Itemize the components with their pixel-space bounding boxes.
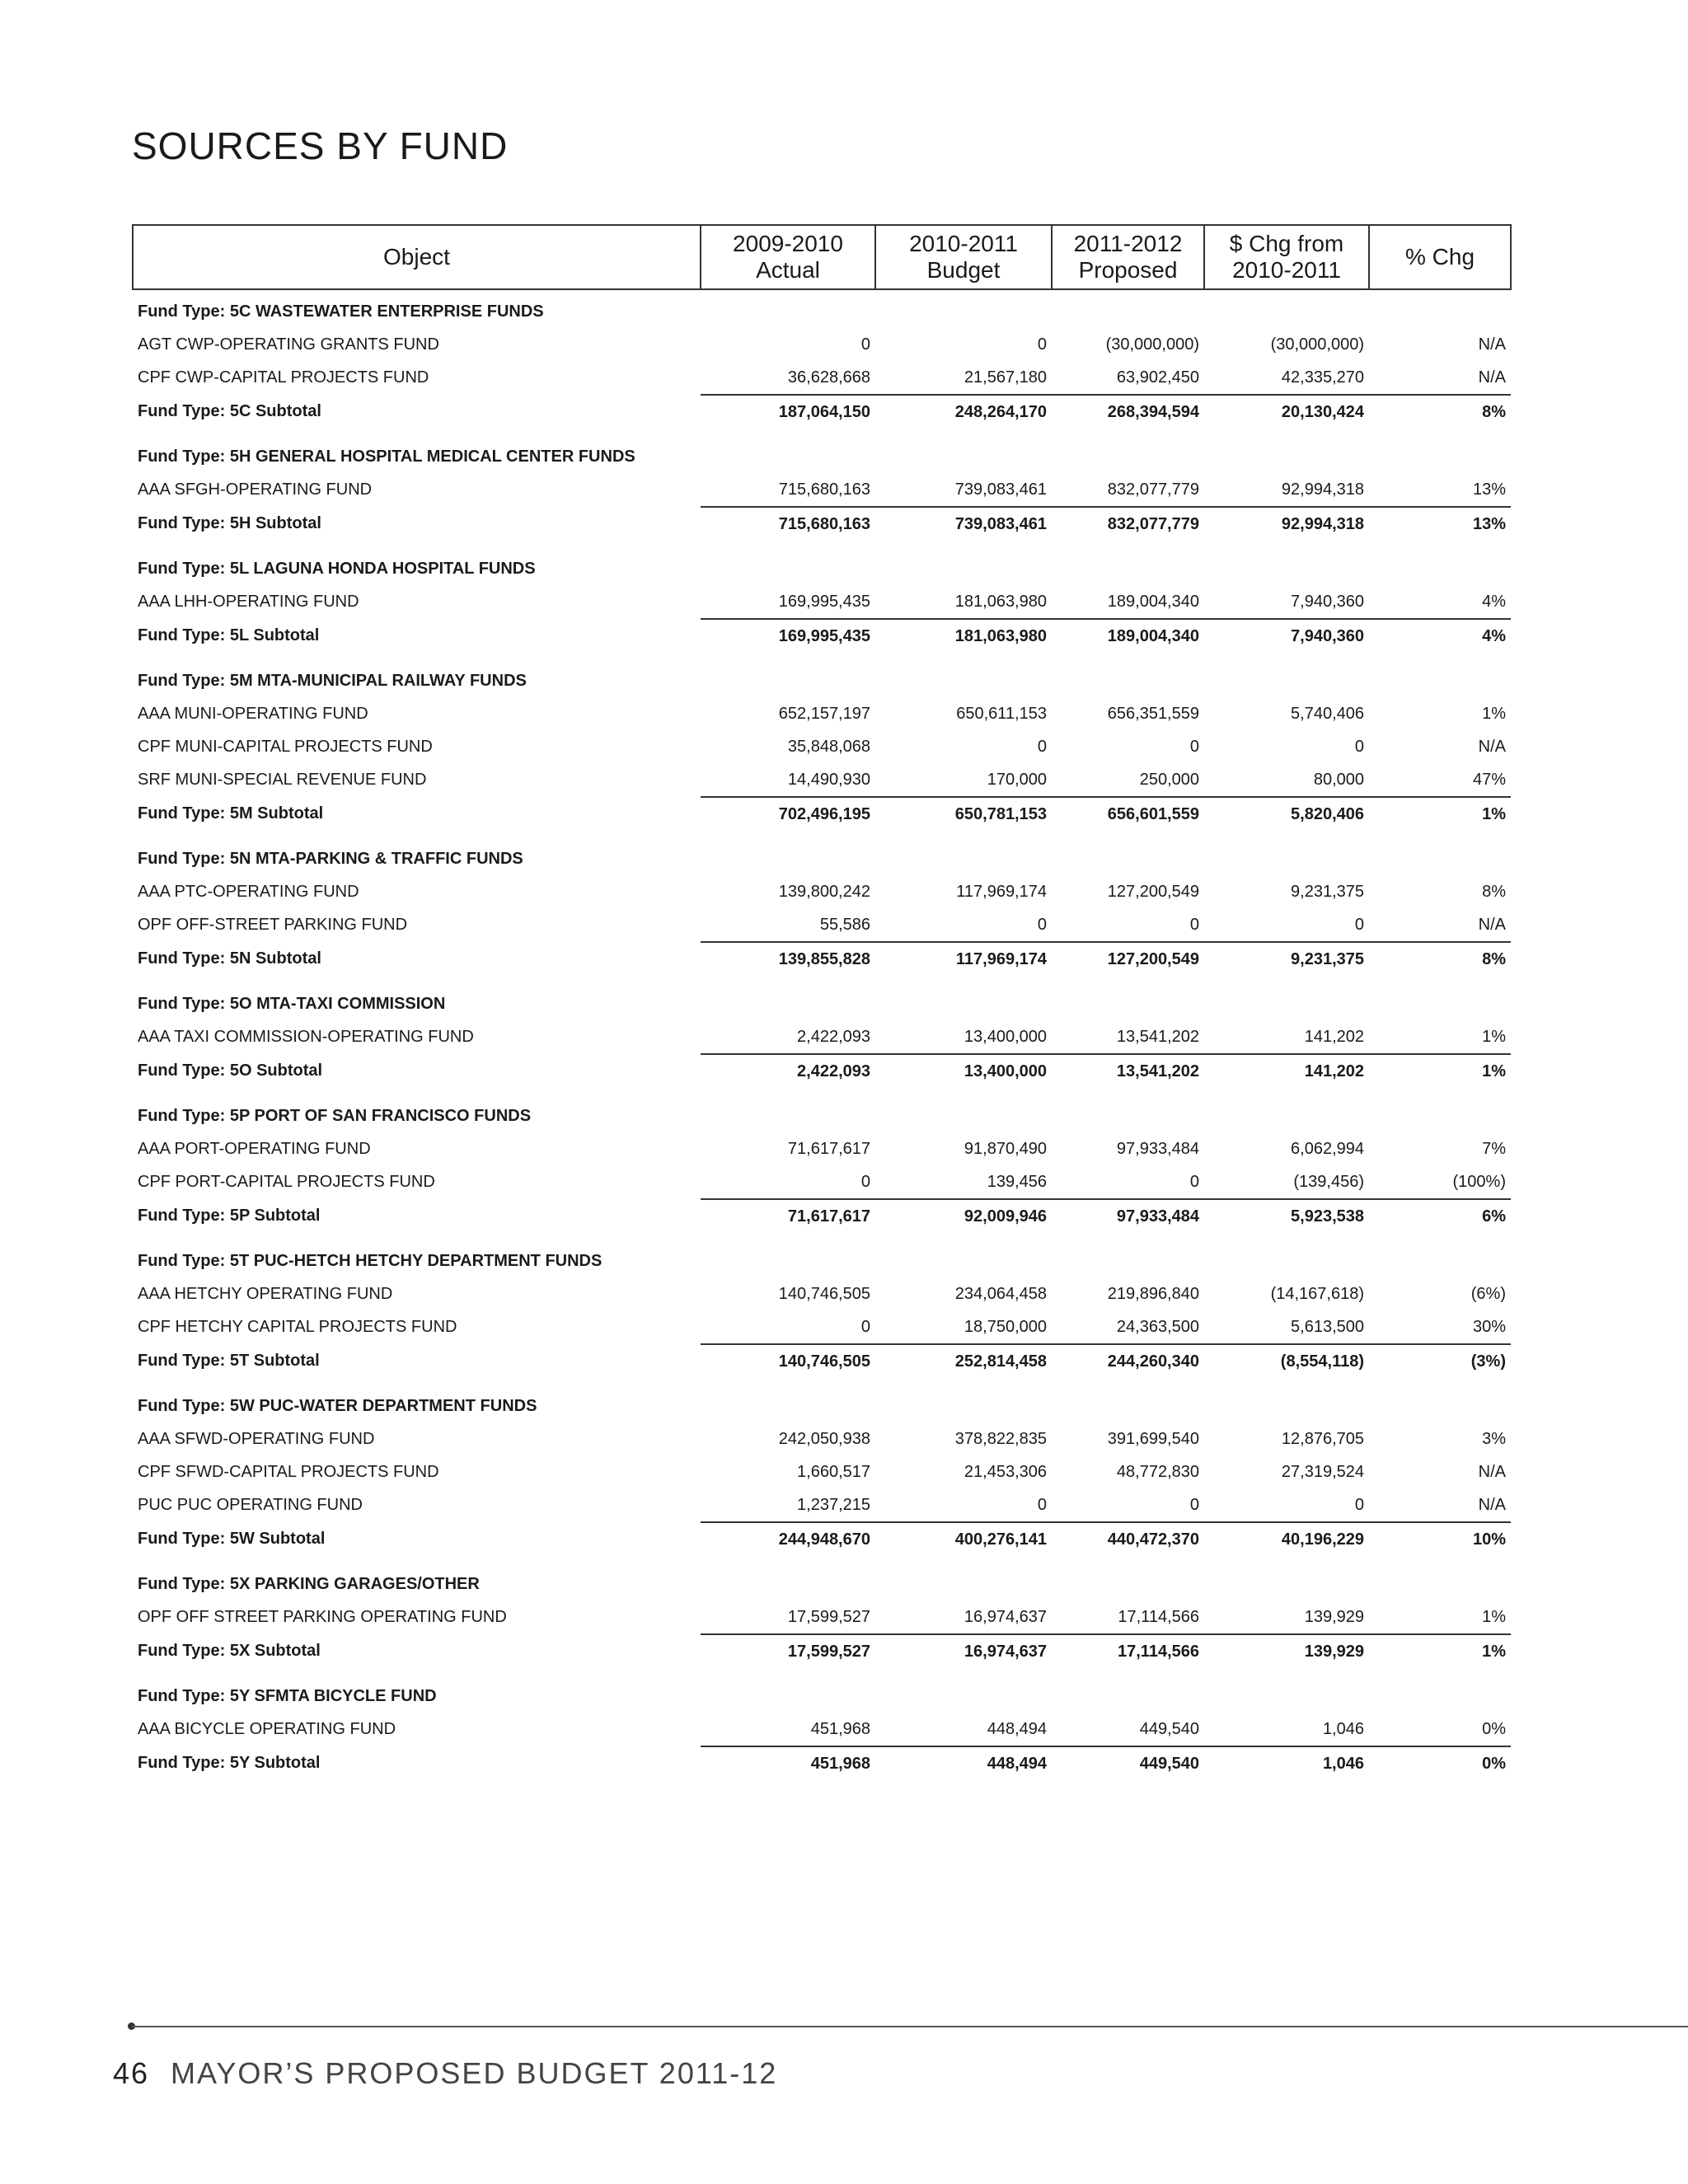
cell-dollar-change: 0 <box>1354 737 1364 756</box>
cell-actual-2009-2010: 0 <box>860 1172 870 1191</box>
subtotal-row <box>133 942 1511 976</box>
cell-object: AAA PTC-OPERATING FUND <box>138 882 359 901</box>
page-footer <box>113 2056 777 2091</box>
subtotal-dollar-change: 92,994,318 <box>1204 507 1369 541</box>
table-row <box>133 1132 1511 1165</box>
fund-type-header: Fund Type: 5N MTA-PARKING & TRAFFIC FUNDS <box>138 849 523 868</box>
cell-actual-2009-2010: 55,586 <box>819 915 870 934</box>
subtotal-row <box>133 1522 1511 1556</box>
cell-budget-2010-2011: 21,453,306 <box>964 1462 1047 1481</box>
subtotal-percent-change: 4% <box>1369 619 1511 653</box>
table-row <box>133 697 1511 730</box>
subtotal-actual-2009-2010: 451,968 <box>701 1746 875 1780</box>
fund-type-header: Fund Type: 5L LAGUNA HONDA HOSPITAL FUNDS <box>138 559 536 578</box>
cell-actual-2009-2010: 140,746,505 <box>778 1284 870 1303</box>
subtotal-actual-2009-2010: 702,496,195 <box>701 797 875 831</box>
cell-actual-2009-2010: 715,680,163 <box>778 480 870 499</box>
subtotal-budget-2010-2011: 739,083,461 <box>875 507 1052 541</box>
subtotal-budget-2010-2011: 252,814,458 <box>875 1344 1052 1378</box>
cell-actual-2009-2010: 169,995,435 <box>778 592 870 611</box>
cell-percent-change: N/A <box>1478 1495 1506 1514</box>
cell-object: AGT CWP-OPERATING GRANTS FUND <box>138 335 439 354</box>
subtotal-actual-2009-2010: 2,422,093 <box>701 1054 875 1088</box>
cell-actual-2009-2010: 71,617,617 <box>787 1139 870 1158</box>
subtotal-proposed-2011-2012: 244,260,340 <box>1052 1344 1204 1378</box>
cell-percent-change: N/A <box>1478 1462 1506 1481</box>
subtotal-object: Fund Type: 5P Subtotal <box>138 1207 321 1225</box>
subtotal-budget-2010-2011: 13,400,000 <box>875 1054 1052 1088</box>
cell-dollar-change: 80,000 <box>1313 770 1364 789</box>
subtotal-actual-2009-2010: 140,746,505 <box>701 1344 875 1378</box>
table-row <box>133 875 1511 908</box>
subtotal-percent-change: 1% <box>1369 1634 1511 1668</box>
cell-actual-2009-2010: 0 <box>860 335 870 354</box>
cell-proposed-2011-2012: 391,699,540 <box>1107 1429 1199 1448</box>
cell-proposed-2011-2012: 656,351,559 <box>1107 704 1199 723</box>
fund-type-header-row <box>133 541 1511 585</box>
subtotal-dollar-change: 5,820,406 <box>1204 797 1369 831</box>
subtotal-object: Fund Type: 5H Subtotal <box>138 514 321 532</box>
header-object: Object <box>133 225 701 289</box>
fund-type-header: Fund Type: 5T PUC-HETCH HETCHY DEPARTMENT FUNDS <box>138 1251 603 1270</box>
subtotal-dollar-change: 139,929 <box>1204 1634 1369 1668</box>
cell-dollar-change: 12,876,705 <box>1281 1429 1364 1448</box>
cell-actual-2009-2010: 17,599,527 <box>787 1607 870 1626</box>
cell-budget-2010-2011: 739,083,461 <box>954 480 1047 499</box>
fund-type-header: Fund Type: 5W PUC-WATER DEPARTMENT FUNDS <box>138 1396 537 1415</box>
cell-dollar-change: 92,994,318 <box>1281 480 1364 499</box>
subtotal-dollar-change: 1,046 <box>1204 1746 1369 1780</box>
table-row <box>133 1277 1511 1310</box>
subtotal-row <box>133 1746 1511 1780</box>
cell-object: CPF MUNI-CAPITAL PROJECTS FUND <box>138 737 433 756</box>
subtotal-dollar-change: 20,130,424 <box>1204 395 1369 429</box>
fund-type-header-row <box>133 289 1511 328</box>
subtotal-object: Fund Type: 5N Subtotal <box>138 949 321 968</box>
subtotal-actual-2009-2010: 139,855,828 <box>701 942 875 976</box>
subtotal-budget-2010-2011: 248,264,170 <box>875 395 1052 429</box>
table-row <box>133 1601 1511 1634</box>
cell-percent-change: 4% <box>1482 592 1506 611</box>
cell-dollar-change: (14,167,618) <box>1270 1284 1364 1303</box>
fund-type-header: Fund Type: 5C WASTEWATER ENTERPRISE FUNDS <box>138 302 544 321</box>
subtotal-proposed-2011-2012: 13,541,202 <box>1052 1054 1204 1088</box>
cell-budget-2010-2011: 139,456 <box>987 1172 1047 1191</box>
subtotal-dollar-change: 40,196,229 <box>1204 1522 1369 1556</box>
cell-percent-change: 30% <box>1472 1317 1506 1336</box>
fund-type-header-row <box>133 1668 1511 1713</box>
subtotal-object: Fund Type: 5Y Subtotal <box>138 1754 321 1772</box>
cell-actual-2009-2010: 1,237,215 <box>797 1495 870 1514</box>
cell-percent-change: N/A <box>1478 368 1506 387</box>
cell-percent-change: 13% <box>1472 480 1506 499</box>
cell-budget-2010-2011: 21,567,180 <box>964 368 1047 387</box>
cell-proposed-2011-2012: 0 <box>1189 1495 1199 1514</box>
table-row <box>133 1310 1511 1344</box>
cell-percent-change: 1% <box>1482 1607 1506 1626</box>
cell-proposed-2011-2012: 0 <box>1189 1172 1199 1191</box>
footer-divider <box>132 2026 1688 2027</box>
table-body <box>133 289 1511 1780</box>
subtotal-proposed-2011-2012: 97,933,484 <box>1052 1199 1204 1233</box>
cell-proposed-2011-2012: 0 <box>1189 915 1199 934</box>
cell-percent-change: 47% <box>1472 770 1506 789</box>
subtotal-actual-2009-2010: 715,680,163 <box>701 507 875 541</box>
subtotal-dollar-change: 9,231,375 <box>1204 942 1369 976</box>
table-row <box>133 908 1511 942</box>
cell-object: CPF CWP-CAPITAL PROJECTS FUND <box>138 368 429 387</box>
subtotal-row <box>133 507 1511 541</box>
fund-type-header-row <box>133 1088 1511 1132</box>
cell-object: AAA PORT-OPERATING FUND <box>138 1139 371 1158</box>
cell-dollar-change: (30,000,000) <box>1270 335 1364 354</box>
cell-object: AAA TAXI COMMISSION-OPERATING FUND <box>138 1028 474 1046</box>
cell-proposed-2011-2012: 0 <box>1189 737 1199 756</box>
cell-proposed-2011-2012: 13,541,202 <box>1116 1027 1199 1046</box>
table-row <box>133 763 1511 797</box>
cell-actual-2009-2010: 1,660,517 <box>797 1462 870 1481</box>
subtotal-budget-2010-2011: 16,974,637 <box>875 1634 1052 1668</box>
fund-type-header-row <box>133 831 1511 875</box>
subtotal-dollar-change: (8,554,118) <box>1204 1344 1369 1378</box>
cell-dollar-change: 139,929 <box>1304 1607 1364 1626</box>
subtotal-actual-2009-2010: 169,995,435 <box>701 619 875 653</box>
cell-proposed-2011-2012: 17,114,566 <box>1118 1607 1199 1626</box>
sources-by-fund-table <box>132 224 1512 1780</box>
fund-type-header-row <box>133 653 1511 697</box>
table-row <box>133 1455 1511 1488</box>
subtotal-object: Fund Type: 5X Subtotal <box>138 1642 321 1660</box>
cell-percent-change: 3% <box>1482 1429 1506 1448</box>
cell-budget-2010-2011: 378,822,835 <box>954 1429 1047 1448</box>
subtotal-row <box>133 619 1511 653</box>
subtotal-row <box>133 1054 1511 1088</box>
subtotal-dollar-change: 5,923,538 <box>1204 1199 1369 1233</box>
subtotal-row <box>133 395 1511 429</box>
cell-percent-change: 0% <box>1482 1719 1506 1738</box>
cell-proposed-2011-2012: 127,200,549 <box>1107 882 1199 901</box>
cell-dollar-change: 9,231,375 <box>1291 882 1364 901</box>
cell-percent-change: 8% <box>1482 882 1506 901</box>
cell-dollar-change: 1,046 <box>1322 1719 1364 1738</box>
sources-by-fund-table-container <box>132 224 1510 1780</box>
cell-actual-2009-2010: 2,422,093 <box>797 1027 870 1046</box>
publication-title: MAYOR’S PROPOSED BUDGET 2011-12 <box>171 2056 778 2090</box>
cell-dollar-change: 0 <box>1354 915 1364 934</box>
subtotal-budget-2010-2011: 181,063,980 <box>875 619 1052 653</box>
cell-dollar-change: 5,740,406 <box>1291 704 1364 723</box>
subtotal-row <box>133 1634 1511 1668</box>
table-row <box>133 1165 1511 1199</box>
page-title: SOURCES BY FUND <box>132 124 509 167</box>
cell-proposed-2011-2012: 63,902,450 <box>1116 368 1199 387</box>
table-row <box>133 473 1511 507</box>
subtotal-percent-change: 8% <box>1369 395 1511 429</box>
subtotal-object: Fund Type: 5O Subtotal <box>138 1062 323 1080</box>
subtotal-object: Fund Type: 5M Subtotal <box>138 804 324 823</box>
cell-budget-2010-2011: 91,870,490 <box>964 1139 1047 1158</box>
subtotal-row <box>133 1344 1511 1378</box>
subtotal-row <box>133 797 1511 831</box>
cell-proposed-2011-2012: 48,772,830 <box>1116 1462 1199 1481</box>
cell-proposed-2011-2012: 24,363,500 <box>1116 1317 1199 1336</box>
subtotal-proposed-2011-2012: 127,200,549 <box>1052 942 1204 976</box>
subtotal-percent-change: 0% <box>1369 1746 1511 1780</box>
table-row <box>133 361 1511 395</box>
table-row <box>133 1488 1511 1522</box>
subtotal-percent-change: 13% <box>1369 507 1511 541</box>
cell-proposed-2011-2012: (30,000,000) <box>1105 335 1199 354</box>
cell-object: AAA SFGH-OPERATING FUND <box>138 480 373 499</box>
table-row <box>133 1020 1511 1054</box>
fund-type-header: Fund Type: 5M MTA-MUNICIPAL RAILWAY FUNDS <box>138 671 527 690</box>
cell-proposed-2011-2012: 97,933,484 <box>1116 1139 1199 1158</box>
cell-percent-change: 7% <box>1482 1139 1506 1158</box>
cell-object: SRF MUNI-SPECIAL REVENUE FUND <box>138 771 427 789</box>
fund-type-header: Fund Type: 5Y SFMTA BICYCLE FUND <box>138 1686 437 1705</box>
subtotal-proposed-2011-2012: 832,077,779 <box>1052 507 1204 541</box>
cell-budget-2010-2011: 117,969,174 <box>956 882 1047 901</box>
subtotal-proposed-2011-2012: 268,394,594 <box>1052 395 1204 429</box>
fund-type-header: Fund Type: 5H GENERAL HOSPITAL MEDICAL CENTER FUNDS <box>138 447 635 466</box>
table-row <box>133 328 1511 361</box>
fund-type-header-row <box>133 1233 1511 1277</box>
fund-type-header-row <box>133 976 1511 1020</box>
cell-dollar-change: 6,062,994 <box>1291 1139 1364 1158</box>
cell-dollar-change: 27,319,524 <box>1281 1462 1364 1481</box>
fund-type-header: Fund Type: 5O MTA-TAXI COMMISSION <box>138 994 446 1013</box>
header-actual-2009-2010: 2009-2010 Actual <box>701 225 875 289</box>
subtotal-proposed-2011-2012: 449,540 <box>1052 1746 1204 1780</box>
subtotal-object: Fund Type: 5T Subtotal <box>138 1352 320 1370</box>
table-row <box>133 1422 1511 1455</box>
cell-dollar-change: (139,456) <box>1293 1172 1364 1191</box>
cell-proposed-2011-2012: 449,540 <box>1139 1719 1199 1738</box>
fund-type-header-row <box>133 429 1511 473</box>
cell-proposed-2011-2012: 219,896,840 <box>1107 1284 1199 1303</box>
header-percent-change: % Chg <box>1369 225 1511 289</box>
cell-actual-2009-2010: 451,968 <box>810 1719 870 1738</box>
fund-type-header-row <box>133 1378 1511 1422</box>
subtotal-actual-2009-2010: 17,599,527 <box>701 1634 875 1668</box>
cell-object: OPF OFF STREET PARKING OPERATING FUND <box>138 1608 507 1626</box>
cell-actual-2009-2010: 139,800,242 <box>778 882 870 901</box>
subtotal-actual-2009-2010: 187,064,150 <box>701 395 875 429</box>
cell-percent-change: 1% <box>1482 704 1506 723</box>
cell-budget-2010-2011: 18,750,000 <box>964 1317 1047 1336</box>
cell-object: OPF OFF-STREET PARKING FUND <box>138 916 408 934</box>
cell-dollar-change: 0 <box>1354 1495 1364 1514</box>
subtotal-proposed-2011-2012: 656,601,559 <box>1052 797 1204 831</box>
cell-budget-2010-2011: 0 <box>1037 1495 1047 1514</box>
cell-dollar-change: 5,613,500 <box>1291 1317 1364 1336</box>
fund-type-header-row <box>133 1556 1511 1601</box>
subtotal-percent-change: 8% <box>1369 942 1511 976</box>
subtotal-object: Fund Type: 5W Subtotal <box>138 1530 326 1548</box>
cell-actual-2009-2010: 0 <box>860 1317 870 1336</box>
subtotal-percent-change: (3%) <box>1369 1344 1511 1378</box>
cell-object: CPF SFWD-CAPITAL PROJECTS FUND <box>138 1462 439 1481</box>
cell-budget-2010-2011: 650,611,153 <box>956 704 1047 723</box>
fund-type-header: Fund Type: 5X PARKING GARAGES/OTHER <box>138 1574 480 1593</box>
cell-percent-change: N/A <box>1478 335 1506 354</box>
subtotal-row <box>133 1199 1511 1233</box>
subtotal-object: Fund Type: 5L Subtotal <box>138 626 320 644</box>
subtotal-object: Fund Type: 5C Subtotal <box>138 402 321 420</box>
cell-object: AAA LHH-OPERATING FUND <box>138 593 359 611</box>
table-row <box>133 730 1511 763</box>
cell-object: AAA HETCHY OPERATING FUND <box>138 1284 393 1303</box>
fund-type-header: Fund Type: 5P PORT OF SAN FRANCISCO FUNDS <box>138 1106 532 1125</box>
subtotal-budget-2010-2011: 448,494 <box>875 1746 1052 1780</box>
cell-percent-change: (6%) <box>1470 1284 1506 1303</box>
subtotal-actual-2009-2010: 244,948,670 <box>701 1522 875 1556</box>
header-dollar-change: $ Chg from 2010-2011 <box>1204 225 1369 289</box>
subtotal-budget-2010-2011: 400,276,141 <box>875 1522 1052 1556</box>
cell-proposed-2011-2012: 832,077,779 <box>1107 480 1199 499</box>
table-row <box>133 1713 1511 1746</box>
cell-dollar-change: 42,335,270 <box>1281 368 1364 387</box>
cell-object: AAA BICYCLE OPERATING FUND <box>138 1720 396 1738</box>
subtotal-dollar-change: 7,940,360 <box>1204 619 1369 653</box>
cell-proposed-2011-2012: 250,000 <box>1139 770 1199 789</box>
cell-actual-2009-2010: 242,050,938 <box>778 1429 870 1448</box>
cell-percent-change: N/A <box>1478 915 1506 934</box>
subtotal-proposed-2011-2012: 189,004,340 <box>1052 619 1204 653</box>
cell-budget-2010-2011: 181,063,980 <box>954 592 1047 611</box>
cell-budget-2010-2011: 13,400,000 <box>964 1027 1047 1046</box>
cell-budget-2010-2011: 0 <box>1037 737 1047 756</box>
subtotal-percent-change: 6% <box>1369 1199 1511 1233</box>
subtotal-budget-2010-2011: 92,009,946 <box>875 1199 1052 1233</box>
subtotal-percent-change: 10% <box>1369 1522 1511 1556</box>
subtotal-dollar-change: 141,202 <box>1204 1054 1369 1088</box>
cell-object: AAA MUNI-OPERATING FUND <box>138 704 368 723</box>
subtotal-percent-change: 1% <box>1369 797 1511 831</box>
cell-actual-2009-2010: 652,157,197 <box>778 704 870 723</box>
cell-dollar-change: 141,202 <box>1304 1027 1364 1046</box>
subtotal-percent-change: 1% <box>1369 1054 1511 1088</box>
cell-percent-change: N/A <box>1478 737 1506 756</box>
cell-actual-2009-2010: 35,848,068 <box>787 737 870 756</box>
cell-budget-2010-2011: 234,064,458 <box>954 1284 1047 1303</box>
cell-budget-2010-2011: 16,974,637 <box>964 1607 1047 1626</box>
cell-object: CPF PORT-CAPITAL PROJECTS FUND <box>138 1173 435 1191</box>
subtotal-proposed-2011-2012: 17,114,566 <box>1052 1634 1204 1668</box>
header-proposed-2011-2012: 2011-2012 Proposed <box>1052 225 1204 289</box>
page-number: 46 <box>113 2056 150 2090</box>
subtotal-budget-2010-2011: 650,781,153 <box>875 797 1052 831</box>
cell-actual-2009-2010: 36,628,668 <box>787 368 870 387</box>
cell-object: CPF HETCHY CAPITAL PROJECTS FUND <box>138 1318 457 1336</box>
subtotal-proposed-2011-2012: 440,472,370 <box>1052 1522 1204 1556</box>
subtotal-budget-2010-2011: 117,969,174 <box>875 942 1052 976</box>
cell-budget-2010-2011: 170,000 <box>987 770 1047 789</box>
cell-actual-2009-2010: 14,490,930 <box>787 770 870 789</box>
cell-budget-2010-2011: 0 <box>1037 915 1047 934</box>
cell-budget-2010-2011: 0 <box>1037 335 1047 354</box>
cell-percent-change: 1% <box>1482 1027 1506 1046</box>
cell-proposed-2011-2012: 189,004,340 <box>1107 592 1199 611</box>
cell-object: AAA SFWD-OPERATING FUND <box>138 1429 375 1448</box>
table-row <box>133 585 1511 619</box>
cell-percent-change: (100%) <box>1452 1172 1506 1191</box>
table-header-row <box>133 225 1511 289</box>
cell-dollar-change: 7,940,360 <box>1291 592 1364 611</box>
cell-object: PUC PUC OPERATING FUND <box>138 1496 363 1514</box>
cell-budget-2010-2011: 448,494 <box>987 1719 1047 1738</box>
subtotal-actual-2009-2010: 71,617,617 <box>701 1199 875 1233</box>
header-budget-2010-2011: 2010-2011 Budget <box>875 225 1052 289</box>
